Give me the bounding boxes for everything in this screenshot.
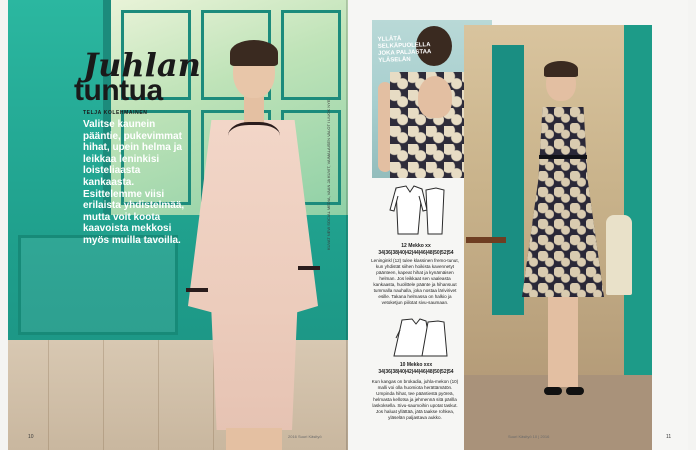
pattern-10-sizes: 34|36|38|40|42|44|46|48|50|52|54 [378, 369, 454, 375]
headline-line-2: tuntua [74, 74, 163, 107]
photo-callout [378, 35, 432, 65]
dress-neckline-trim [228, 122, 280, 156]
lace-dress-front [522, 107, 604, 297]
callout-line: YLLÄTÄ [377, 36, 402, 43]
callout-line: SELKÄPUOLELLA [377, 42, 431, 50]
open-back-cutout [418, 76, 452, 118]
pattern-12-description: Leninginkl (12) tulee klassinen fremo-tunut, kun yhdistät siihen hoikista kavennetyt päänteen, kapeat hihat ja kynämäisen helman. Jos leikkaat sen vaaleasta kankaasta, huolittele päänte ja hihansuut tummalla nauhalla, joka nostaa lärivirivet esille. Takana helmassa on halkio ja vetoketjun piilotat sivu-saumaan. [371, 258, 459, 305]
photo-front-view [464, 25, 652, 450]
intro-text: Valitse kaunein pääntie, pukevimmat hihat, upein helma ja leikkaa leninkisi loisteliaasta kankaasta. Esittelemme viisi erilaista yhdistelmää, mutta voit koota kaavoista mekkosi myös muilla tavoilla. [83, 119, 185, 246]
pattern-12-title: 12 Mekko xx [401, 243, 431, 249]
left-page [8, 0, 348, 450]
footer-right: Suuri Käsityö 10 | 2016 [508, 434, 550, 439]
wall-panel [18, 235, 178, 335]
callout-line: JOKA PALJASTAA [378, 49, 432, 57]
byline: TELJA KOLEHMAINEN [83, 110, 148, 116]
page-number-right: 11 [666, 434, 672, 440]
page-number-left: 10 [28, 434, 34, 440]
dress-flat-sketch-10 [392, 318, 448, 360]
right-page [348, 0, 688, 450]
pattern-10-title: 10 Mekko xxx [399, 362, 433, 368]
chair [606, 215, 632, 295]
pattern-12-sizes: 34|36|38|40|42|44|46|48|50|52|54 [378, 250, 454, 256]
model-pink-dress [178, 40, 328, 450]
dress-flat-sketch-12 [388, 184, 448, 240]
pink-dress [188, 120, 318, 430]
side-table [466, 237, 506, 287]
headline-line-1: Juhlan [83, 46, 201, 84]
callout-line: YLÄSELÄN [378, 56, 411, 64]
photo-credit: KUVAT NEW SOCIAL MEDIA, VAAN JA KUVIT, VAIMALAISEN VALOT I LIUOK NYE [326, 99, 331, 250]
pattern-10-description: Kun kangas on brokadia, juhla-mekon (10) malli voi olla huomiota herättämätön. Umpinda hihat, tee pääntiestä pyöreä, helmasta kellotsa ja jehmennä sitä pärilla laskoksella. Sivu-saumoihin upotat taskut. Jos haluat yllättää, jätä taakse rohkea, yläselän paljastava aukko. [371, 379, 459, 420]
footer-left: 2016 Suuri Käsityö [288, 434, 322, 439]
